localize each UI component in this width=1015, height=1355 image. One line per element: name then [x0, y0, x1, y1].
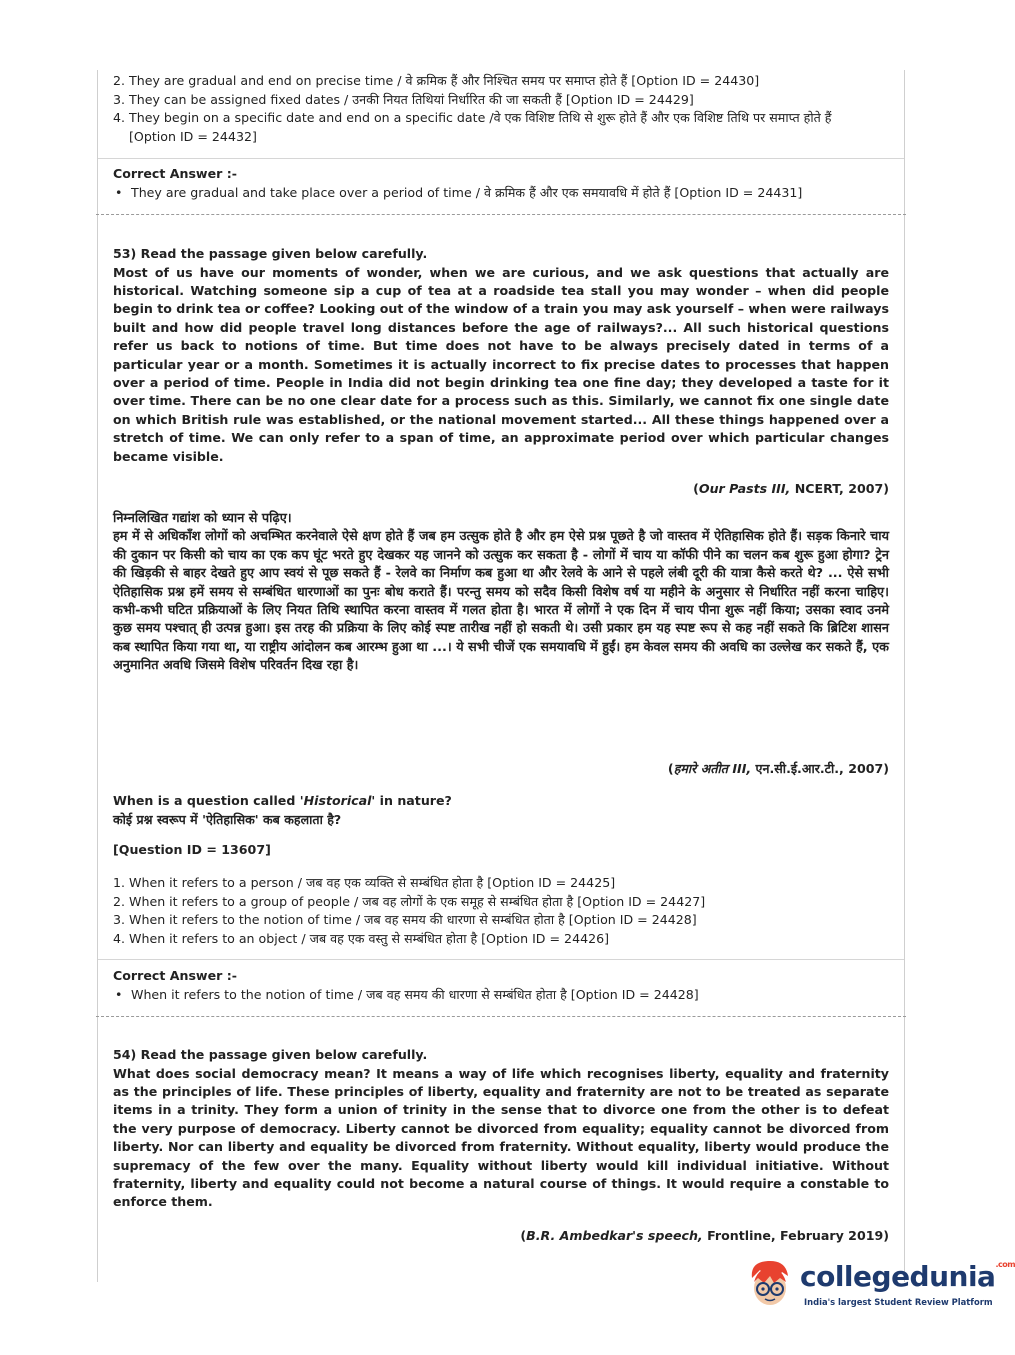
- q53-heading: 53) Read the passage given below carefully.: [113, 246, 428, 261]
- separator: [98, 158, 904, 159]
- q53-passage-hi-block: [113, 510, 889, 676]
- option-2: 2. They are gradual and end on precise time / वे क्रमिक हैं और निश्चित समय पर समाप्त होते हैं [Option ID = 24430]: [113, 73, 760, 88]
- question-en: When is a question called 'Historical' in nature?: [113, 793, 452, 808]
- option-2: 2. When it refers to a group of people / जब वह लोगों के एक समूह से सम्बंधित होता है [Option ID = 24427]: [113, 893, 706, 909]
- correct-answer-list: [113, 986, 889, 1004]
- correct-answer-item: • When it refers to the notion of time / जब वह समय की धारणा से सम्बंधित होता है [Option ID = 24428]: [113, 986, 889, 1004]
- q54-passage-en: What does social democracy mean? It means a way of life which recognises liberty, equality and fraternity as the principles of life. These principles of liberty, equality and fraternity are not to be treated as separate items in a trinity. They form a union of trinity in the sense that to divorce one from the other is to defeat the very purpose of democracy. Liberty cannot be divorced from equality; equality cannot be divorced from liberty. Nor can liberty and equality be divorced from fraternity. Without equality, liberty would produce the supremacy of the few over the many. Equality without liberty would kill individual initiative. Without fraternity, liberty and equality could not become a natural course of things. It would require a constable to enforce them.: [113, 1065, 889, 1210]
- option-3: 3. When it refers to the notion of time / जब वह समय की धारणा से सम्बंधित होता है [Option ID = 24428]: [113, 912, 697, 927]
- question-id: [Question ID = 13607]: [113, 842, 271, 857]
- q53-passage-hi: हम में से अधिकाँश लोगों को अचम्भित करनेवाले ऐसे क्षण होते हैं जब हम उत्सुक होते है और हम ऐसे प्रश्न पूछते है जो वास्तव में ऐतिहासिक होते हैं। सड़क किनारे चाय की दुकान पर किसी को चाय का एक कप घूंट भरते हुए देखकर यह जानने को उत्सुक कर सकता है - लोगों में चाय या कॉफी पीने का चलन कब शुरू हुआ होगा? ट्रेन की खिड़की से बाहर देखते हुए आप स्वयं से पूछ सकते हैं - रेलवे का निर्माण कब हुआ था और रेलवे के आने से पहले लंबी दूरी की यात्रा कैसे करते थे? ... ऐसे सभी ऐतिहासिक प्रश्न हमें समय से सम्बंधित धारणाओं का पुनः बोध कराते हैं। परन्तु समय को सदैव किसी विशेष वर्ष या महीने के अनुसार से निर्धारित नहीं करना चाहिए। कभी-कभी घटित प्रक्रियाओं के लिए नियत तिथि स्थापित करना वास्तव में गलत होता है। भारत में लोगों ने एक दिन में चाय पीना शुरू नहीं किया; उसका स्वाद उनमे कुछ समय पश्चात् ही उत्पन्न हुआ। इस तरह की प्रक्रिया के लिए कोई स्पष्ट तारीख नहीं हो सकती थे। उसी प्रकार हम यह स्पष्ट रूप से कह नहीं सकते कि ब्रिटिश शासन कब स्थापित किया गया था, या राष्ट्रीय आंदोलन कब आरम्भ हुआ था ...। ये सभी चीजें एक समयावधि में हुईं। हम केवल समय की अवधि का उल्लेख कर सकते हैं, एक अनुमानित अवधि जिसमे विशेष परिवर्तन दिख रहा है।: [113, 529, 889, 674]
- option-4-id: [Option ID = 24432]: [129, 128, 257, 144]
- q53-passage-en: Most of us have our moments of wonder, when we are curious, and we ask questions that actually are historical. Watching someone sip a cup of tea at a roadside tea stall you may wonder – when did people begin to drink tea or coffee? Looking out of the window of a train you may ask yourself – when were railways built and how did people travel long distances before the age of railways?... All such historical questions refer us back to notions of time. But time does not have to be always precisely dated in terms of a particular year or a month. Sometimes it is actually incorrect to fix precise dates to processes that happen over a period of time. People in India did not begin drinking tea one fine day; they developed a taste for it over time. There can be no one clear date for a process such as this. Similarly, we cannot fix one single date on which British rule was established, or the national movement started... All these things happened over a stretch of time. We can only refer to a span of time, an approximate period over which particular changes became visible.: [113, 264, 889, 464]
- q52-correct-answer: [113, 165, 889, 202]
- option-1: 1. When it refers to a person / जब वह एक व्यक्ति से सम्बंधित होता है [Option ID = 24425]: [113, 875, 616, 890]
- option-4: 4. They begin on a specific date and end on a specific date /वे एक विशिष्ट तिथि से शुरू होते हैं और एक विशिष्ट तिथि पर समाप्त होते हैं: [113, 110, 832, 125]
- question-divider: [96, 214, 906, 215]
- correct-answer-label: Correct Answer :-: [113, 166, 237, 181]
- correct-answer-label: Correct Answer :-: [113, 968, 237, 983]
- source-title-hi: हमारे अतीत III,: [673, 761, 752, 776]
- q53-options: [113, 874, 889, 948]
- option-4: 4. When it refers to an object / जब वह एक वस्तु से सम्बंधित होता है [Option ID = 24426]: [113, 930, 610, 946]
- brand-tagline: India's largest Student Review Platform: [804, 1297, 993, 1307]
- question-hi: कोई प्रश्न स्वरूप में 'ऐतिहासिक' कब कहलाता है?: [113, 811, 342, 827]
- separator: [98, 959, 904, 960]
- q54-passage-block: [113, 1046, 889, 1212]
- source-title: B.R. Ambedkar's speech,: [526, 1228, 703, 1243]
- q53-question: [113, 792, 889, 860]
- q53-heading-hi: निम्नलिखित गद्यांश को ध्यान से पढ़िए।: [113, 511, 292, 526]
- q53-passage-block: [113, 245, 889, 466]
- q52-options: [113, 72, 889, 146]
- option-3: 3. They can be assigned fixed dates / उनकी नियत तिथियां निर्धारित की जा सकती हैं [Option ID = 24429]: [113, 91, 694, 107]
- mascot-icon: [742, 1256, 798, 1312]
- q53-source-en: (Our Pasts III, NCERT, 2007): [693, 481, 889, 496]
- q54-source: (B.R. Ambedkar's speech, Frontline, February 2019): [520, 1228, 889, 1243]
- correct-answer-list: [113, 184, 889, 202]
- correct-answer-item: • They are gradual and take place over a period of time / वे क्रमिक हैं और एक समयावधि में होते हैं [Option ID = 24431]: [113, 184, 889, 202]
- source-title: Our Pasts III,: [698, 481, 791, 496]
- q54-heading: 54) Read the passage given below carefully.: [113, 1047, 428, 1062]
- q53-source-hi: (हमारे अतीत III, एन.सी.ई.आर.टी., 2007): [667, 761, 889, 776]
- brand-name: collegedunia$^{.com}$: [800, 1260, 1015, 1293]
- collegedunia-logo[interactable]: [742, 1256, 1015, 1318]
- q53-correct-answer: [113, 967, 889, 1004]
- document-page: [97, 70, 905, 1282]
- question-divider: [96, 1016, 906, 1017]
